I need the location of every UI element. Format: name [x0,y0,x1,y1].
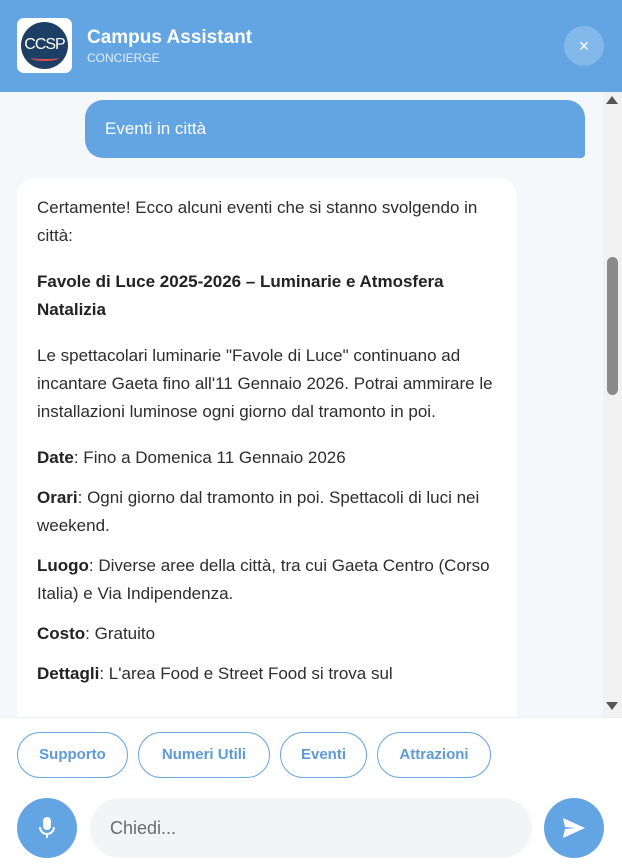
send-button[interactable] [544,798,604,858]
close-icon: × [578,36,590,56]
user-message: Eventi in città [85,100,585,158]
scroll-up-arrow-icon[interactable] [606,96,618,104]
chat-messages[interactable] [0,92,622,717]
chat-scrollbar[interactable] [603,92,622,717]
chat-header [0,0,622,92]
event-cost: Costo: Gratuito [37,624,156,643]
event-date: Date: Fino a Domenica 11 Gennaio 2026 [37,448,346,467]
quick-reply-attrazioni[interactable]: Attrazioni [377,732,491,778]
logo-emblem [21,22,68,69]
event-location: Luogo: Diverse aree della città, tra cui Gaeta Centro (Corso Italia) e Via Indipendenza. [37,556,490,603]
chat-input[interactable] [90,798,532,858]
quick-reply-numeri-utili[interactable]: Numeri Utili [138,732,270,778]
logo-swoosh [31,55,59,61]
campus-logo [17,18,72,73]
event-hours: Orari: Ogni giorno dal tramonto in poi. Spettacoli di luci nei weekend. [37,488,480,535]
close-button[interactable] [564,26,604,66]
quick-reply-supporto[interactable]: Supporto [17,732,128,778]
quick-reply-eventi[interactable]: Eventi [280,732,367,778]
assistant-subtitle: CONCIERGE [87,51,160,65]
microphone-button[interactable] [17,798,77,858]
event-description: Le spettacolari luminarie "Favole di Luce" continuano ad incantare Gaeta fino all'11 Gennaio 2026. Potrai ammirare le installazioni luminose ogni giorno dal tramonto in poi. [37,346,493,421]
bot-intro: Certamente! Ecco alcuni eventi che si stanno svolgendo in città: [37,198,478,245]
microphone-icon [37,816,57,840]
bot-message [17,178,517,717]
assistant-title: Campus Assistant [87,27,253,48]
send-icon [562,817,586,839]
scroll-thumb[interactable] [607,257,618,395]
event-title: Favole di Luce 2025-2026 – Luminarie e Atmosfera Natalizia [37,272,444,319]
chat-footer [0,717,622,866]
scroll-down-arrow-icon[interactable] [606,702,618,710]
event-details: Dettagli: L'area Food e Street Food si trova sul [37,664,393,683]
logo-text: CCSP [24,36,65,53]
